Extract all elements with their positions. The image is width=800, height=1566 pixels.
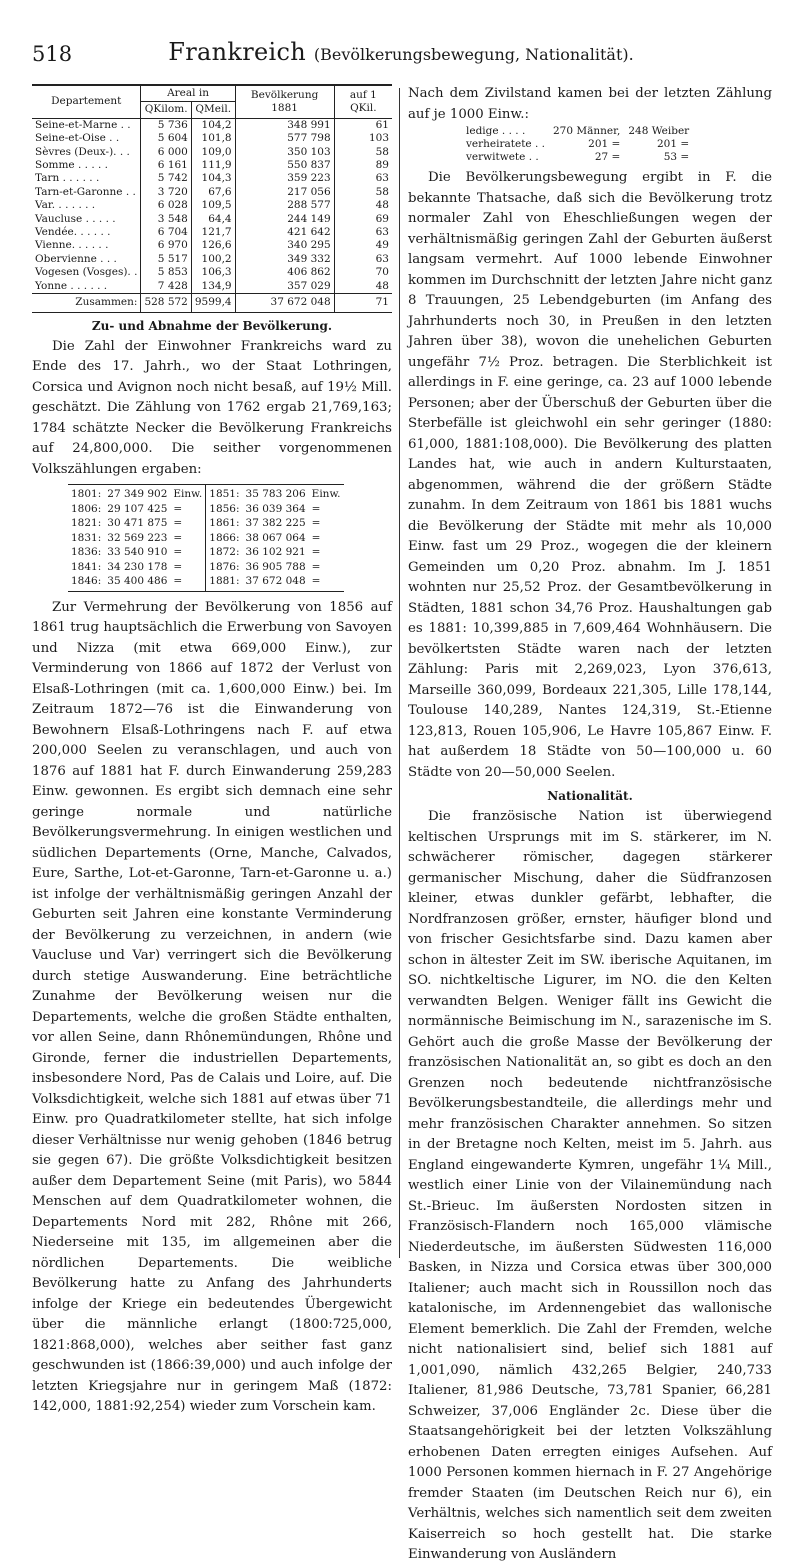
- running-title: [32, 38, 770, 66]
- census-cell: =: [311, 560, 321, 573]
- census-cell: Einw.: [309, 485, 344, 502]
- cell-departement: Vaucluse . . . . .: [35, 212, 116, 225]
- cell-value: 104,2: [191, 118, 235, 132]
- cell-value: 64,4: [191, 213, 235, 226]
- cell-value: 7 428: [141, 280, 191, 294]
- cell-value: 100,2: [191, 253, 235, 266]
- cell-departement: Tarn . . . . . .: [35, 172, 100, 185]
- cell-value: 359 223: [235, 172, 334, 185]
- census-table-body: [68, 485, 344, 592]
- census-cell: =: [311, 517, 321, 529]
- table-row: [32, 253, 392, 266]
- cell-departement: Var. . . . . . .: [35, 199, 96, 212]
- cell-value: 69: [334, 213, 392, 226]
- table-row: [32, 199, 392, 212]
- census-cell: 32 569 223: [107, 531, 168, 544]
- cell-value: 111,9: [191, 159, 235, 172]
- cell-departement: Obervienne . . .: [35, 252, 117, 265]
- civil-status-cell: 201 =: [588, 138, 621, 150]
- cell-departement: Tarn-et-Garonne . .: [35, 185, 136, 198]
- census-cell: 1836:: [71, 546, 102, 558]
- cell-departement: Sèvres (Deux-). . .: [35, 145, 130, 158]
- cell-value: 101,8: [191, 132, 235, 145]
- census-cell: 35 400 486: [104, 574, 170, 591]
- cell-value: 357 029: [235, 280, 334, 294]
- civil-status-cell: 248 Weiber: [628, 125, 690, 137]
- cell-value: 5 736: [141, 118, 191, 132]
- cell-total-value: 528 572: [141, 294, 191, 312]
- cell-value: 48: [334, 199, 392, 212]
- th-areal: Areal in: [141, 85, 235, 102]
- table-row: [68, 574, 344, 591]
- paragraph-zivilstand: Nach dem Zivilstand kamen bei der letzten Zählung auf je 1000 Einw.:: [408, 86, 772, 122]
- cell-value: 61: [334, 118, 392, 132]
- cell-departement: Somme . . . . .: [35, 159, 109, 172]
- paragraph-bevoelkerungsbewegung: Die Bevölkerungsbewegung ergibt in F. die bekannte Thatsache, daß sich die Bevölkerung trotz normaler Zahl von Eheschließungen wegen der verhältnismäßig geringen Zahl der Geburten äußerst langsam vermehrt. Auf 1000 lebende Einwohner kommen im Durchschnitt der letzten Jahre nicht ganz 8 Trauungen, 25 Lebendgeburten (im Anfang des Jahrhunderts noch 30, in Preußen in den letzten Jahren über 38), wovon die unehelichen Geburten ungefähr 7½ Proz. betragen. Die Sterblichkeit ist allerdings in F. eine geringe, ca. 23 auf 1000 lebende Personen; aber der Überschuß der Geburten über die Sterbefälle ist gleichwohl ein sehr geringer (1880: 61,000, 1881:108,000). Die Bevölkerung des platten Landes hat, wie auch in andern Kulturstaaten, abgenommen, während die der größern Städte zunahm. In dem Zeitraum von 1861 bis 1881 wuchs die Bevölkerung der Städte mit mehr als 10,000 Einw. fast um 29 Proz., wogegen die der kleinern Gemeinden um 0,20 Proz. abnahm. Im J. 1851 wohnten nur 25,52 Proz. der Gesamtbevölkerung in Städten, 1881 schon 34,76 Proz. Haushaltungen gab es 1881: 10,399,885 in 7,609,464 Wohnhäusern. Die bevölkertsten Städte waren nach der letzten Zählung: Paris mit 2,269,023, Lyon 376,613, Marseille 360,099, Bordeaux 221,305, Lille 178,144, Toulouse 140,289, Nantes 124,319, St.-Etienne 123,813, Rouen 105,906, Le Havre 105,867 Einw. F. hat außerdem 18 Städte von 50—100,000 u. 60 Städte von 20—50,000 Seelen.: [408, 170, 772, 780]
- column-divider: [399, 88, 400, 1258]
- th-departement: Departement: [32, 85, 141, 118]
- th-bevoelkerung: Bevölkerung 1881: [235, 85, 334, 118]
- cell-value: 58: [334, 146, 392, 159]
- table-row: [32, 280, 392, 294]
- cell-total-label: Zusammen:: [32, 294, 141, 312]
- cell-value: 3 720: [141, 186, 191, 199]
- census-cell: 1806:: [71, 502, 102, 515]
- th-auf1: auf 1 QKil.: [334, 85, 392, 118]
- civil-status-cell: 270 Männer,: [553, 125, 621, 137]
- civil-status-cell: 201 =: [657, 138, 690, 150]
- cell-value: 5 742: [141, 172, 191, 185]
- cell-total-value: 71: [334, 294, 392, 312]
- cell-value: 421 642: [235, 226, 334, 239]
- cell-departement: Vogesen (Vosges). .: [35, 266, 138, 279]
- cell-value: 109,5: [191, 199, 235, 212]
- cell-value: 70: [334, 266, 392, 279]
- table-row: [32, 239, 392, 252]
- table-row: [32, 226, 392, 239]
- running-title-main: Frankreich: [168, 38, 306, 66]
- cell-value: 126,6: [191, 239, 235, 252]
- census-cell: =: [170, 574, 205, 591]
- cell-value: 63: [334, 172, 392, 185]
- census-cell: 1856:: [206, 502, 243, 517]
- census-cell: =: [311, 502, 321, 515]
- cell-value: 6 028: [141, 199, 191, 212]
- civil-status-table: [462, 125, 693, 164]
- cell-value: 350 103: [235, 146, 334, 159]
- census-cell: Einw.: [170, 485, 205, 502]
- census-cell: 37 382 225: [245, 517, 306, 529]
- census-cell: 1876:: [206, 560, 243, 575]
- cell-departement: Yonne . . . . . .: [35, 279, 108, 292]
- cell-value: 67,6: [191, 186, 235, 199]
- table-row: [462, 125, 693, 138]
- table-row: [32, 186, 392, 199]
- cell-value: 577 798: [235, 132, 334, 145]
- right-column: [408, 84, 772, 1566]
- page-number: 518: [32, 42, 73, 66]
- civil-status-cell: 53 =: [663, 151, 690, 163]
- table-row: [68, 516, 344, 531]
- cell-value: 217 056: [235, 186, 334, 199]
- table-row: [68, 545, 344, 560]
- th-qmeil: QMeil.: [191, 102, 235, 118]
- section-heading-zu-und-abnahme: Zu- und Abnahme der Bevölkerung.: [91, 318, 333, 333]
- cell-value: 104,3: [191, 172, 235, 185]
- census-cell: =: [173, 517, 183, 529]
- cell-value: 103: [334, 132, 392, 145]
- department-table: [32, 84, 392, 313]
- table-row: [32, 159, 392, 172]
- th-qkm: QKilom.: [141, 102, 191, 118]
- paragraph-nationalitaet: Die französische Nation ist überwiegend keltischen Ursprungs mit im S. stärkerer, im N. schwächerer römischer, dagegen stärkerer germanischer Mischung, daher die Südfranzosen kleiner, etwas dunkler gefärbt, lebhafter, die Nordfranzosen größer, ernster, häufiger blond und von frischer Gesichtsfarbe sind. Dazu kamen aber schon in ältester Zeit im SW. iberische Aquitanen, im SO. nichtkeltische Ligurer, im NO. die den Kelten verwandten Belgen. Weniger fällt ins Gewicht die normännische Beimischung im N., sarazenische im S. Gehört auch die große Masse der Bevölkerung der französischen Nationalität an, so gibt es doch an den Grenzen noch bedeutende nichtfranzösische Bevölkerungsbestandteile, die allerdings mehr und mehr französischen Charakter annehmen. So sitzen in der Bretagne noch Kelten, meist im 5. Jahrh. aus England eingewanderte Kymren, ungefähr 1¼ Mill., westlich einer Linie von der Vilainemündung nach St.-Brieuc. Im äußersten Nordosten sitzen in Französisch-Flandern noch 165,000 vlämische Niederdeutsche, im äußersten Südwesten 116,000 Basken, in Nizza und Corsica etwas über 300,000 Italiener; auch macht sich in Roussillon noch das katalonische, im Ardennengebiet das wallonische Element bemerklich. Die Zahl der Fremden, welche nicht nationalisiert sind, belief sich 1881 auf 1,001,090, nämlich 432,265 Belgier, 240,733 Italiener, 81,986 Deutsche, 73,781 Spanier, 66,281 Schweizer, 37,006 Engländer 2c. Diese über die Staatsangehörigkeit bei der letzten Volkszählung erhobenen Daten erregten einiges Aufsehen. Auf 1000 Personen kommen hiernach in F. 27 Angehörige fremder Staaten (im Deutschen Reich nur 6), ein Verhältnis, welches sich namentlich seit dem zweiten Kaiserreich so hoch gestellt hat. Die starke Einwanderung von Ausländern: [408, 809, 772, 1562]
- table-row: [32, 213, 392, 226]
- census-cell: 38 067 064: [245, 531, 306, 544]
- census-cell: 36 039 364: [245, 502, 306, 515]
- census-cell: 1861:: [206, 516, 243, 531]
- table-row: [462, 138, 693, 151]
- cell-value: 244 149: [235, 213, 334, 226]
- census-cell: 36 905 788: [245, 560, 306, 573]
- table-row: [32, 132, 392, 145]
- census-cell: 1801:: [68, 485, 104, 502]
- table-row: [32, 172, 392, 185]
- cell-value: 5 517: [141, 253, 191, 266]
- left-column: [32, 84, 392, 1418]
- section-heading-nationalitaet: Nationalität.: [547, 789, 633, 803]
- civil-status-cell: verheiratete . .: [466, 138, 545, 150]
- table-row: [32, 118, 392, 132]
- cell-value: 340 295: [235, 239, 334, 252]
- running-title-sub: (Bevölkerungsbewegung, Nationalität).: [313, 45, 634, 64]
- cell-total-value: 9599,4: [191, 294, 235, 312]
- cell-value: 134,9: [191, 280, 235, 294]
- census-cell: 34 230 178: [107, 560, 168, 573]
- table-row: [32, 266, 392, 279]
- census-cell: 27 349 902: [104, 485, 170, 502]
- census-cell: 1831:: [71, 531, 102, 544]
- census-cell: 30 471 875: [107, 517, 168, 529]
- census-cell: =: [173, 502, 183, 515]
- cell-value: 5 853: [141, 266, 191, 279]
- census-cell: =: [173, 546, 183, 558]
- census-cell: 35 783 206: [243, 485, 309, 502]
- census-cell: =: [309, 574, 344, 591]
- cell-value: 6 161: [141, 159, 191, 172]
- cell-value: 48: [334, 280, 392, 294]
- cell-departement: Vendée. . . . . .: [35, 226, 111, 239]
- cell-value: 348 991: [235, 118, 334, 132]
- census-cell: 1872:: [206, 545, 243, 560]
- cell-value: 63: [334, 253, 392, 266]
- cell-value: 89: [334, 159, 392, 172]
- census-cell: 1846:: [68, 574, 104, 591]
- cell-value: 6 704: [141, 226, 191, 239]
- cell-value: 288 577: [235, 199, 334, 212]
- table-total-row: [32, 294, 392, 312]
- cell-value: 3 548: [141, 213, 191, 226]
- paragraph-einwohnerzahl: Die Zahl der Einwohner Frankreichs ward zu Ende des 17. Jahrh., wo der Staat Lothringen, Corsica und Avignon noch nicht besaß, auf 19½ Mill. geschätzt. Die Zählung von 1762 ergab 21,769,163; 1784 schätzte Necker die Bevölkerung Frankreichs auf 24,800,000. Die seither vorgenommenen Volkszählungen ergaben:: [32, 338, 392, 477]
- cell-value: 58: [334, 186, 392, 199]
- census-cell: 29 107 425: [107, 502, 168, 515]
- table-row: [68, 531, 344, 546]
- civil-status-cell: verwitwete . .: [466, 151, 539, 163]
- census-cell: 36 102 921: [245, 546, 306, 558]
- department-table-body: [32, 118, 392, 312]
- census-cell: =: [173, 560, 183, 573]
- civil-status-cell: ledige . . . .: [466, 125, 526, 137]
- cell-value: 106,3: [191, 266, 235, 279]
- census-cell: 1881:: [206, 574, 243, 591]
- census-cell: =: [311, 546, 321, 558]
- cell-value: 6 970: [141, 239, 191, 252]
- civil-status-table-body: [462, 125, 693, 164]
- table-row: [68, 560, 344, 575]
- cell-value: 121,7: [191, 226, 235, 239]
- census-cell: 1851:: [206, 485, 243, 502]
- table-row: [462, 151, 693, 164]
- table-row: [32, 146, 392, 159]
- cell-departement: Seine-et-Marne . .: [35, 118, 131, 131]
- census-cell: 1821:: [71, 517, 102, 529]
- census-cell: 37 672 048: [243, 574, 309, 591]
- cell-value: 5 604: [141, 132, 191, 145]
- census-cell: 1866:: [206, 531, 243, 546]
- cell-departement: Vienne. . . . . .: [35, 239, 109, 252]
- table-row: [68, 502, 344, 517]
- paragraph-vermehrung: Zur Vermehrung der Bevölkerung von 1856 auf 1861 trug hauptsächlich die Erwerbung von Savoyen und Nizza (mit etwa 669,000 Einw.), zur Verminderung von 1866 auf 1872 der Verlust von Elsaß-Lothringen (mit ca. 1,600,000 Einw.) bei. Im Zeitraum 1872—76 ist die Einwanderung von Bewohnern Elsaß-Lothringens nach F. auf etwa 200,000 Seelen zu veranschlagen, und auch von 1876 auf 1881 hat F. durch Einwanderung 259,283 Einw. gewonnen. Es ergibt sich demnach eine sehr geringe normale und natürliche Bevölkerungsvermehrung. In einigen westlichen und südlichen Departements (Orne, Manche, Calvados, Eure, Sarthe, Lot-et-Garonne, Tarn-et-Garonne u. a.) ist infolge der verhältnismäßig geringen Anzahl der Geburten seit Jahren eine konstante Verminderung der Bevölkerung zu verzeichnen, in andern (wie Vaucluse und Var) verringert sich die Bevölkerung durch stetige Auswanderung. Eine beträchtliche Zunahme der Bevölkerung weisen nur die Departements, welche die großen Städte enthalten, vor allen Seine, dann Rhônemündungen, Rhône und Gironde, ferner die industriellen Departements, insbesondere Nord, Pas de Calais und Loire, auf. Die Volksdichtigkeit, welche sich 1881 auf etwas über 71 Einw. pro Quadratkilometer stellte, hat sich infolge dieser Verhältnisse nur wenig gehoben (1846 betrug sie gegen 67). Die größte Volksdichtigkeit besitzen außer dem Departement Seine (mit Paris), wo 5844 Menschen auf dem Quadratkilometer wohnen, die Departements Nord mit 282, Rhône mit 266, Niederseine mit 135, im allgemeinen aber die nördlichen Departements. Die weibliche Bevölkerung hatte zu Anfang des Jahrhunderts infolge der Kriege ein bedeutendes Übergewicht über die männliche erlangt (1800:725,000, 1821:868,000), welches aber seither fast ganz geschwunden ist (1866:39,000) und auch infolge der letzten Kriegsjahre nur in geringem Maß (1872: 142,000, 1881:92,254) wieder zum Vorschein kam.: [32, 599, 392, 1414]
- cell-value: 63: [334, 226, 392, 239]
- cell-value: 550 837: [235, 159, 334, 172]
- page-header: [32, 38, 770, 70]
- cell-departement: Seine-et-Oise . .: [35, 132, 120, 145]
- cell-value: 406 862: [235, 266, 334, 279]
- cell-total-value: 37 672 048: [235, 294, 334, 312]
- census-table: [68, 484, 344, 592]
- census-cell: 1841:: [71, 560, 102, 573]
- civil-status-cell: 27 =: [594, 151, 621, 163]
- census-cell: =: [311, 531, 321, 544]
- census-cell: =: [173, 531, 183, 544]
- cell-value: 349 332: [235, 253, 334, 266]
- cell-value: 109,0: [191, 146, 235, 159]
- cell-value: 49: [334, 239, 392, 252]
- table-row: [68, 485, 344, 502]
- census-cell: 33 540 910: [107, 546, 168, 558]
- cell-value: 6 000: [141, 146, 191, 159]
